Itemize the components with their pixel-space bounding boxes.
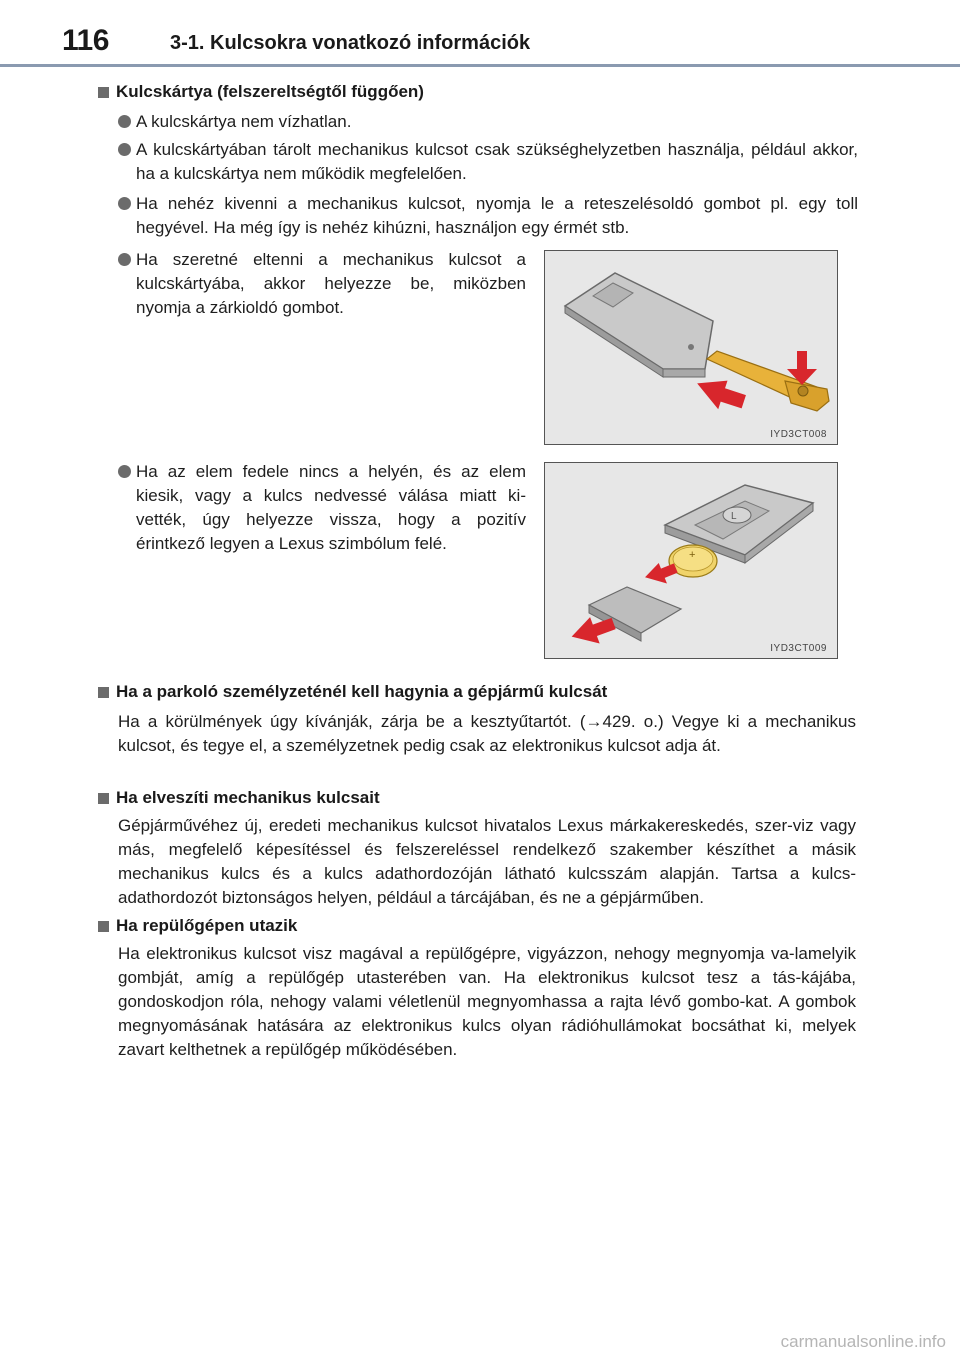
heading-lost-keys-text: Ha elveszíti mechanikus kulcsait	[116, 788, 380, 807]
key-insert-illustration	[545, 251, 837, 444]
bullet-text: A kulcskártyában tárolt mechanikus kulcsot csak szükséghelyzetben használja, például akkor, ha a kulcskártya nem működik megfelelően.	[136, 140, 858, 183]
round-bullet-icon	[118, 197, 131, 210]
paragraph-lost-keys: Gépjárművéhez új, eredeti mechanikus kulcsot hivatalos Lexus márkakereskedés, szer-viz vagy más, megfelelő képesítéssel és felszereléssel rendelkező szakember készíthet a másik mechanikus kulcs és a kulcs adathordozóján látható kulcsszám alapján. Tartsa a kulcs-adathordozót biztonságos helyen, például a tárcájában, és ne a gépjárműben.	[118, 816, 856, 907]
svg-text:L: L	[731, 511, 737, 522]
heading-valet	[98, 682, 607, 702]
heading-airplane-text: Ha repülőgépen utazik	[116, 916, 298, 935]
round-bullet-icon	[118, 143, 131, 156]
figure-code: IYD3CT009	[770, 643, 827, 654]
bullet-text: Ha nehéz kivenni a mechanikus kulcsot, nyomja le a reteszelésoldó gombot pl. egy toll hegyével. Ha még így is nehéz kihúzni, használjon egy érmét stb.	[136, 194, 858, 237]
paragraph-valet: Ha a körülmények úgy kívánják, zárja be a kesztyűtartót. (→429. o.) Vegye ki a mechanikus kulcsot, és tegye el, a személyzetnek pedig csak az elektronikus kulcsot adja át.	[118, 712, 856, 755]
battery-plus-symbol: +	[689, 549, 696, 561]
battery-illustration	[545, 463, 837, 658]
heading-lost-keys	[98, 788, 380, 808]
bullet-text: Ha az elem fedele nincs a helyén, és az elem kiesik, vagy a kulcs nedvessé válása miatt ki-vették, úgy helyezze vissza, hogy a pozitív érintkező legyen a Lexus szimbólum felé.	[136, 462, 526, 553]
heading-airplane	[98, 916, 297, 936]
square-bullet-icon	[98, 87, 109, 98]
square-bullet-icon	[98, 921, 109, 932]
round-bullet-icon	[118, 115, 131, 128]
heading-keycard	[98, 82, 424, 102]
bullet-text: Ha szeretné eltenni a mechanikus kulcsot a kulcskártyába, akkor helyezze be, miközben nyomja a zárkioldó gombot.	[136, 250, 526, 317]
watermark-footer: carmanualsonline.info	[780, 1332, 946, 1351]
square-bullet-icon	[98, 793, 109, 804]
bullet-item	[118, 110, 858, 134]
round-bullet-icon	[118, 465, 131, 478]
bullet-text: A kulcskártya nem vízhatlan.	[136, 112, 352, 131]
bullet-item	[118, 192, 858, 240]
bullet-item	[118, 248, 526, 320]
bullet-item	[118, 138, 858, 186]
figure-battery	[544, 462, 838, 659]
figure-key-insert	[544, 250, 838, 445]
header-divider	[0, 64, 960, 67]
bullet-item	[118, 460, 526, 556]
round-bullet-icon	[118, 253, 131, 266]
page-header	[0, 0, 960, 68]
section-title: 3-1. Kulcsokra vonatkozó információk	[170, 32, 531, 54]
heading-keycard-text: Kulcskártya (felszereltségtől függően)	[116, 82, 424, 101]
square-bullet-icon	[98, 687, 109, 698]
paragraph-airplane: Ha elektronikus kulcsot visz magával a repülőgépre, vigyázzon, nehogy megnyomja va-lamelyik gombját, amíg a repülőgép utasterében van. Ha elektronikus kulcsot tesz a tás-kájába, gondoskodjon róla, nehogy valami véletlenül megnyomhassa a rajta lévő gombo-kat. A gombok megnyomásának hatására az elektronikus kulcs olyan rádióhullámokat bocsáthat ki, melyek zavart kelthetnek a repülőgép működésében.	[118, 944, 856, 1059]
figure-code: IYD3CT008	[770, 429, 827, 440]
page-number: 116	[62, 24, 109, 57]
heading-valet-text: Ha a parkoló személyzeténél kell hagynia a gépjármű kulcsát	[116, 682, 608, 701]
